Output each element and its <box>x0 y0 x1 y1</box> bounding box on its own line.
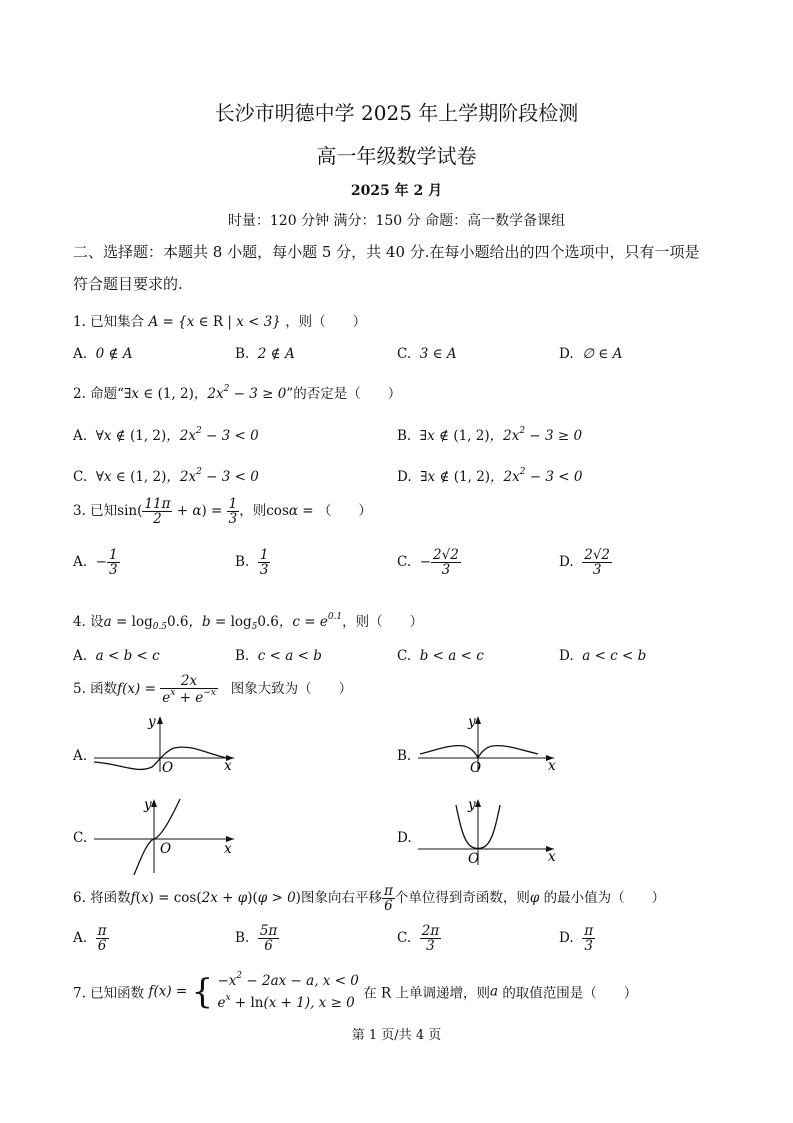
q1-option-b[interactable]: B. 2 ∉ A <box>235 346 295 362</box>
q5-option-d-label[interactable]: D. <box>397 830 412 846</box>
svg-text:O: O <box>160 841 172 857</box>
question-4-stem: 4. 设$a = \log_{0.5}0.6$，$b = \log_50.6$，$c = e^{0.1}$，则（ ） <box>73 612 424 632</box>
exam-subtitle: 高一年级数学试卷 <box>316 144 477 168</box>
q3-option-d[interactable]: D. $\frac{2√2}{3}$ <box>559 547 611 579</box>
q6-option-b[interactable]: B. $\frac{5\pi}{6}$ <box>235 923 278 955</box>
q6-option-d[interactable]: D. $\frac{\pi}{3}$ <box>559 923 594 955</box>
q4-option-d[interactable]: D. a < c < b <box>559 648 647 664</box>
q5-graph-a[interactable] <box>92 712 242 774</box>
svg-text:O: O <box>468 851 480 867</box>
question-1-stem: 1. 已知集合 A = {x ∈ R | x < 3} ，则（ ） <box>73 314 367 330</box>
page-number: 第 1 页/共 4 页 <box>351 1028 442 1043</box>
svg-text:x: x <box>548 849 556 865</box>
question-7-stem: 7. 已知函数 f(x) = { $-x^2 - 2ax - a$, x < 0 $e^x + \ln(x + 1)$, x ≥ 0 在 R 上单调递增，则a 的取值范围是（ ） <box>73 971 638 1012</box>
q5-graph-d[interactable] <box>416 795 561 867</box>
question-5-stem: 5. 函数f(x) = $\frac{2x}{e^x + e^{-x}}$ 图象大致为（ ） <box>73 673 353 707</box>
section-line-1: 二、选择题：本题共 8 小题，每小题 5 分，共 40 分.在每小题给出的四个选项中，只有一项是 <box>73 243 700 261</box>
svg-text:x: x <box>548 758 556 774</box>
q5-graph-b[interactable] <box>416 712 561 774</box>
question-2-stem: 2. 命题“∃x ∈ (1, 2)，$2x^2 - 3 \ge 0$”的否定是（ ） <box>73 384 402 402</box>
svg-text:y: y <box>468 714 476 730</box>
exam-title: 长沙市明德中学 2025 年上学期阶段检测 <box>214 101 579 125</box>
q5-option-b-label[interactable]: B. <box>397 748 412 764</box>
q4-option-b[interactable]: B. c < a < b <box>235 648 322 664</box>
q2-option-b[interactable]: B. ∃x ∉ (1, 2)，$2x^2 - 3 \ge 0$ <box>397 426 583 444</box>
svg-text:x: x <box>224 758 232 774</box>
exam-meta: 时量：120 分钟 满分：150 分 命题：高一数学备课组 <box>227 213 566 229</box>
set-expression: A = {x ∈ R | x < 3} <box>148 314 281 330</box>
question-3-stem: 3. 已知sin( $\frac{11\pi}{2}$ + α) = $\frac{1}{3}$ ，则cosα = （ ） <box>73 496 372 528</box>
q5-option-c-label[interactable]: C. <box>73 830 88 846</box>
q3-option-c[interactable]: C. − $\frac{2√2}{3}$ <box>397 547 459 579</box>
svg-text:y: y <box>148 714 156 730</box>
q1-option-a[interactable]: A. 0 ∉ A <box>73 346 133 362</box>
svg-text:O: O <box>470 760 482 774</box>
q2-option-d[interactable]: D. ∃x ∉ (1, 2)，$2x^2 - 3 < 0$ <box>397 467 583 485</box>
svg-text:O: O <box>162 760 174 774</box>
q5-option-a-label[interactable]: A. <box>73 748 88 764</box>
q6-option-c[interactable]: C. $\frac{2\pi}{3}$ <box>397 923 440 955</box>
q4-option-a[interactable]: A. a < b < c <box>73 648 160 664</box>
q1-option-d[interactable]: D. ∅ ∈ A <box>559 346 623 362</box>
svg-text:y: y <box>468 797 476 813</box>
exam-date: 2025 年 2 月 <box>350 183 443 199</box>
svg-text:y: y <box>144 797 152 813</box>
svg-text:x: x <box>224 841 232 857</box>
q4-option-c[interactable]: C. b < a < c <box>397 648 484 664</box>
question-6-stem: 6. 将函数f(x) = cos(2x + φ)(φ > 0)图象向右平移 $\frac{\pi}{6}$ 个单位得到奇函数，则φ 的最小值为（ ） <box>73 883 666 915</box>
section-line-2: 符合题目要求的. <box>73 275 183 293</box>
q6-option-a[interactable]: A. $\frac{\pi}{6}$ <box>73 923 107 955</box>
q5-graph-c[interactable] <box>92 795 242 875</box>
q3-option-a[interactable]: A. − $\frac{1}{3}$ <box>73 547 118 579</box>
q3-option-b[interactable]: B. $\frac{1}{3}$ <box>235 547 269 579</box>
q2-option-a[interactable]: A. ∀x ∉ (1, 2)，$2x^2 - 3 < 0$ <box>73 426 259 444</box>
q1-option-c[interactable]: C. 3 ∈ A <box>397 346 457 362</box>
q2-option-c[interactable]: C. ∀x ∈ (1, 2)，$2x^2 - 3 < 0$ <box>73 467 259 485</box>
